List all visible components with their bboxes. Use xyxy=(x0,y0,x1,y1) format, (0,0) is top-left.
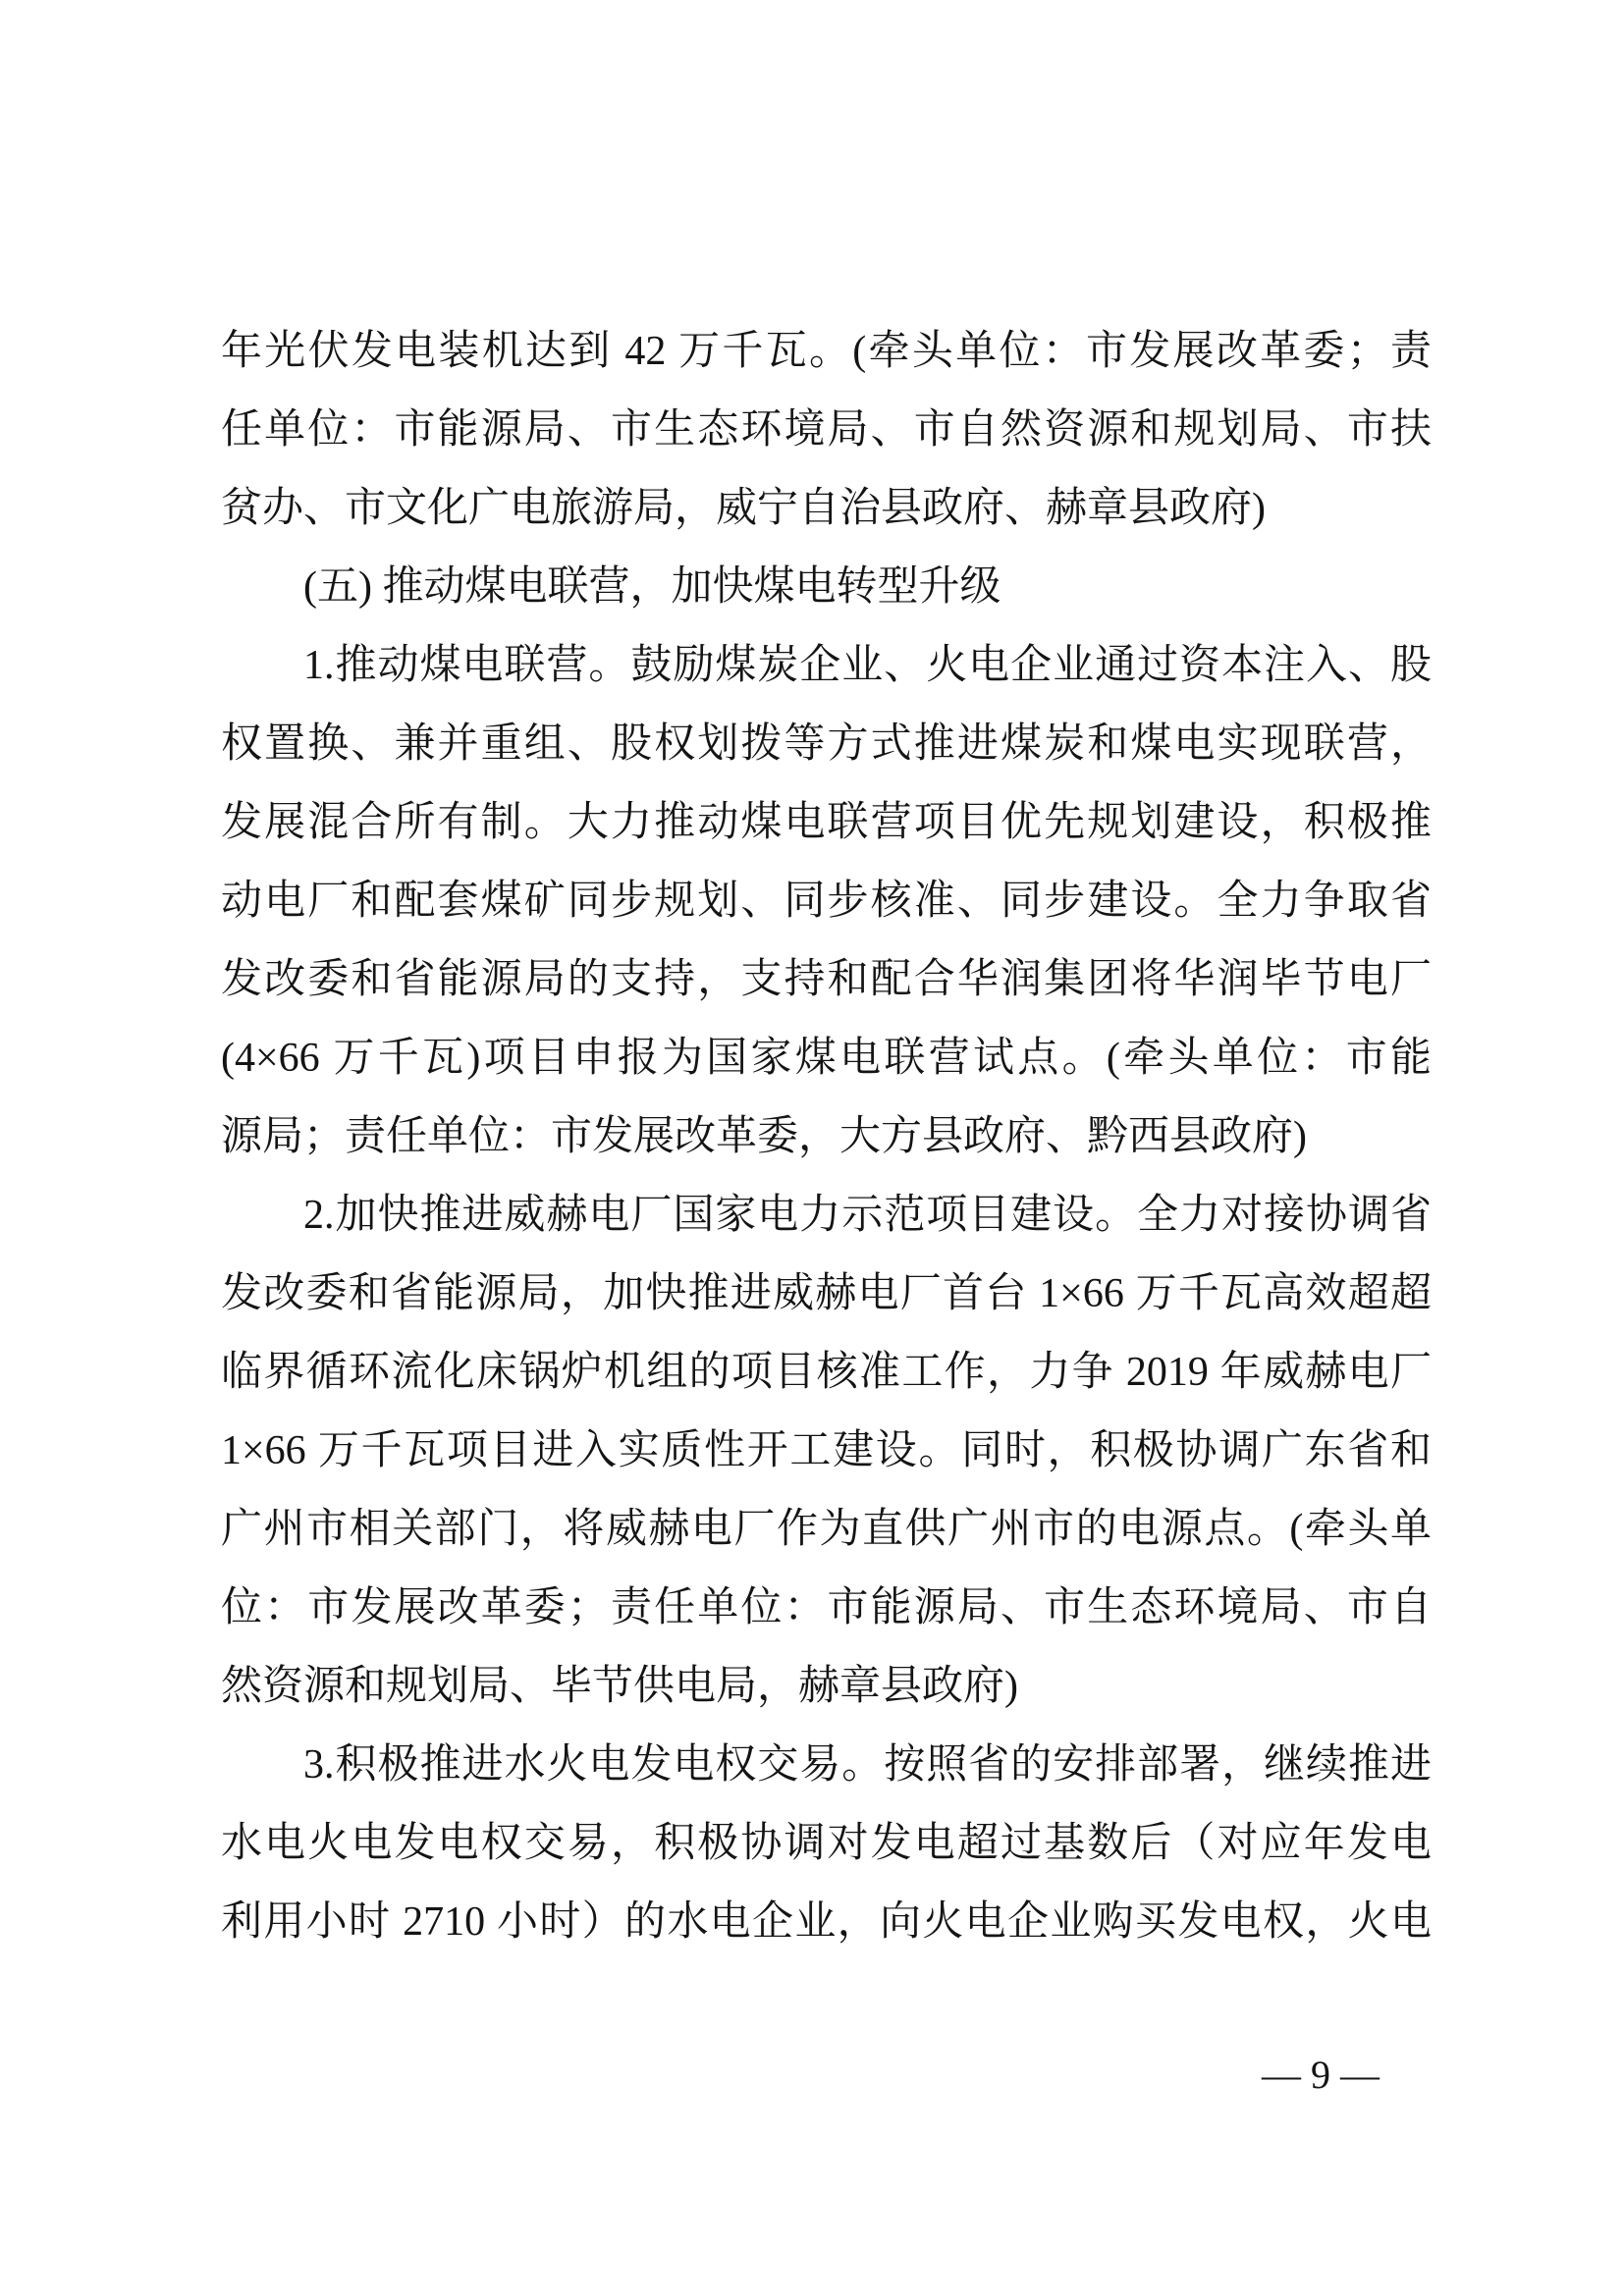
body-line: (4×66 万千瓦)项目申报为国家煤电联营试点。(牵头单位：市能 xyxy=(221,1036,1432,1081)
body-line: 3.积极推进水火电发电权交易。按照省的安排部署，继续推进 xyxy=(303,1742,1432,1788)
body-line: 年光伏发电装机达到 42 万千瓦。(牵头单位：市发展改革委；责 xyxy=(221,329,1432,374)
body-line: 2.加快推进威赫电厂国家电力示范项目建设。全力对接协调省 xyxy=(303,1193,1432,1238)
paragraph xyxy=(221,312,1432,548)
body-line: 水电火电发电权交易，积极协调对发电超过基数后（对应年发电 xyxy=(221,1821,1432,1866)
body-line: 权置换、兼并重组、股权划拨等方式推进煤炭和煤电实现联营， xyxy=(221,721,1432,767)
body-line: 临界循环流化床锅炉机组的项目核准工作，力争 2019 年威赫电厂 xyxy=(221,1350,1432,1395)
body-line: 1×66 万千瓦项目进入实质性开工建设。同时，积极协调广东省和 xyxy=(221,1428,1432,1473)
paragraph xyxy=(221,548,1432,626)
body-line: 源局；责任单位：市发展改革委，大方县政府、黔西县政府) xyxy=(221,1114,1307,1159)
body-line: 动电厂和配套煤矿同步规划、同步核准、同步建设。全力争取省 xyxy=(221,879,1432,924)
body-line: 发改委和省能源局，加快推进威赫电厂首台 1×66 万千瓦高效超超 xyxy=(221,1271,1432,1316)
body-line: 1.推动煤电联营。鼓励煤炭企业、火电企业通过资本注入、股 xyxy=(303,643,1432,688)
paragraph xyxy=(221,626,1432,1176)
body-line: 利用小时 2710 小时）的水电企业，向火电企业购买发电权，火电 xyxy=(221,1899,1432,1945)
body-line: 发改委和省能源局的支持，支持和配合华润集团将华润毕节电厂 xyxy=(221,957,1432,1002)
page-number: — 9 — xyxy=(1262,2053,1380,2097)
paragraph xyxy=(221,1176,1432,1726)
body-line: 贫办、市文化广电旅游局，威宁自治县政府、赫章县政府) xyxy=(221,486,1266,531)
body-line: 广州市相关部门，将威赫电厂作为直供广州市的电源点。(牵头单 xyxy=(221,1507,1432,1552)
paragraph xyxy=(221,1726,1432,1961)
section-heading: (五) 推动煤电联营，加快煤电转型升级 xyxy=(303,564,1001,610)
body-line: 任单位：市能源局、市生态环境局、市自然资源和规划局、市扶 xyxy=(221,407,1432,453)
body-line: 发展混合所有制。大力推动煤电联营项目优先规划建设，积极推 xyxy=(221,800,1432,845)
body-line: 位：市发展改革委；责任单位：市能源局、市生态环境局、市自 xyxy=(221,1585,1432,1630)
body-line: 然资源和规划局、毕节供电局，赫章县政府) xyxy=(221,1664,1018,1709)
document-body xyxy=(221,312,1432,1961)
